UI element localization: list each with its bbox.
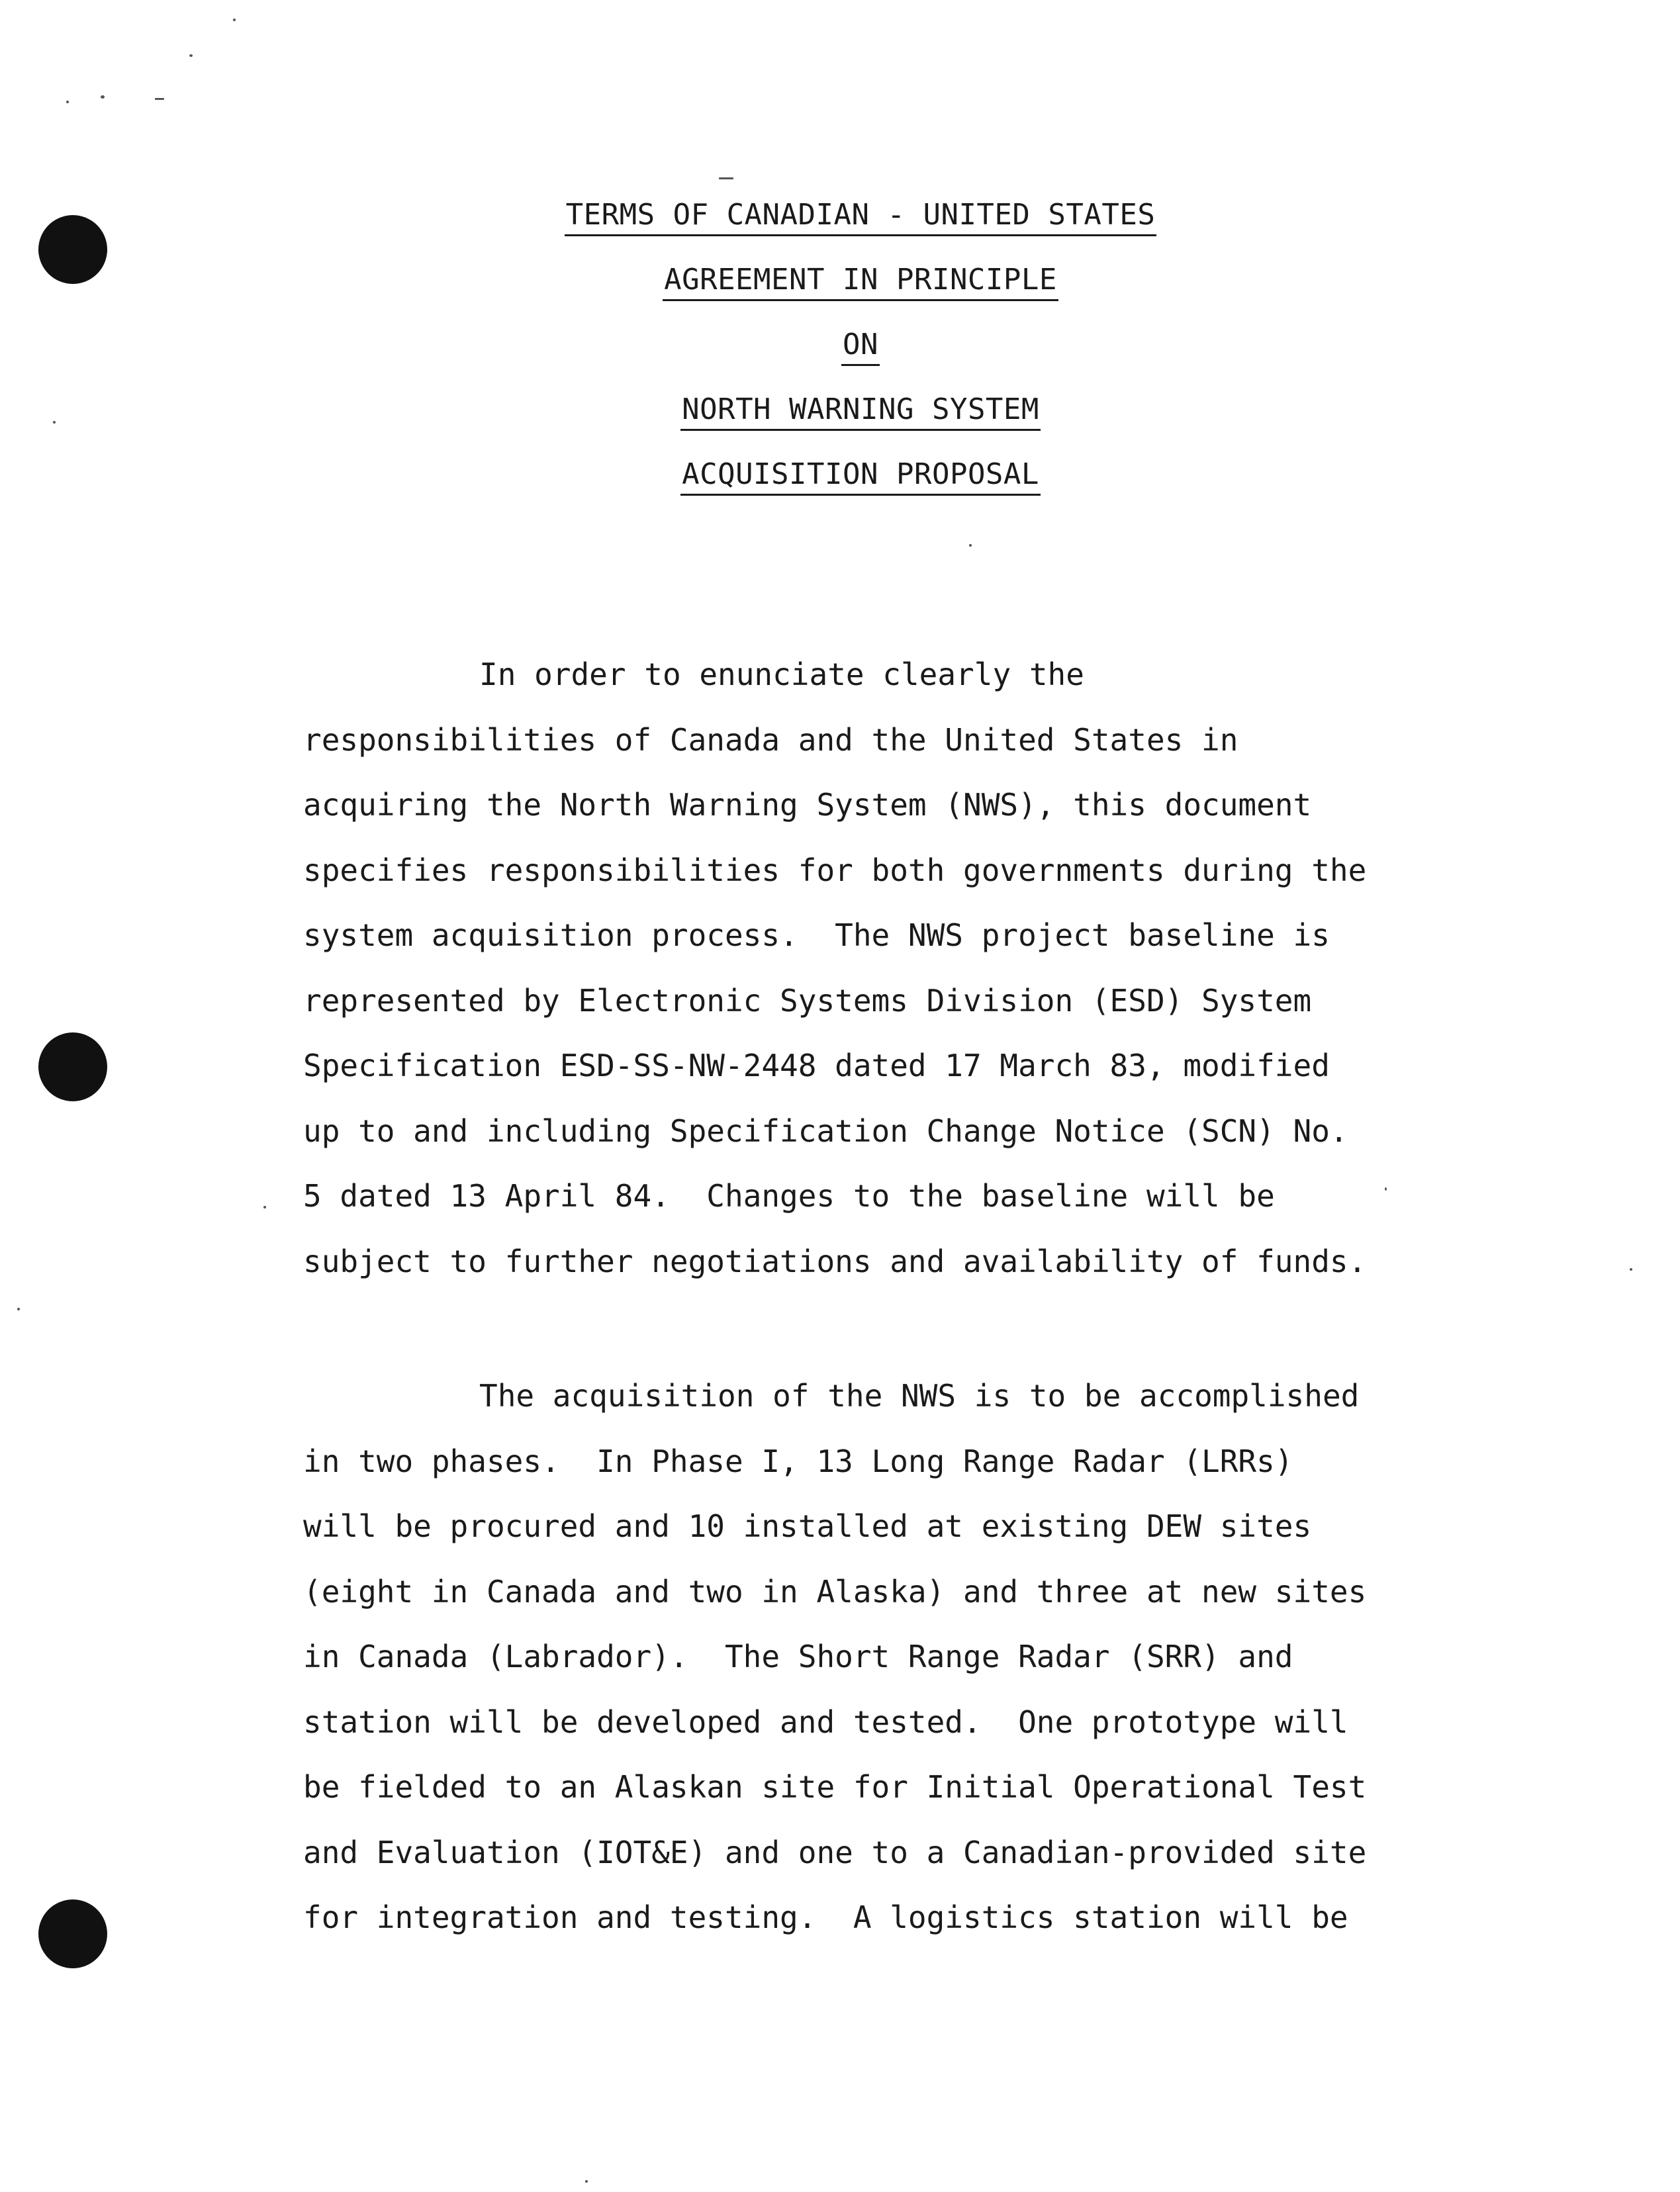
scan-speck (585, 2180, 588, 2183)
document-title (0, 192, 1680, 516)
text-line: in Canada (Labrador). The Short Range Radar (SRR) and (303, 1639, 1293, 1674)
text-line: in two phases. In Phase I, 13 Long Range Radar (LRRs) (303, 1443, 1293, 1479)
body-paragraph-1 (303, 642, 1455, 1294)
text-line: be fielded to an Alaskan site for Initial Operational Test (303, 1769, 1367, 1805)
title-line: NORTH WARNING SYSTEM (0, 387, 1680, 451)
body-paragraph-2 (303, 1363, 1455, 1950)
scan-speck (969, 544, 972, 547)
text-line: responsibilities of Canada and the United States in (303, 721, 1238, 758)
text-line: Specification ESD-SS-NW-2448 dated 17 March 83, modified (303, 1048, 1330, 1083)
scan-speck (263, 1206, 266, 1209)
text-line: and Evaluation (IOT&E) and one to a Canadian-provided site (303, 1834, 1367, 1870)
scan-speck (189, 54, 193, 57)
text-line: will be procured and 10 installed at existing DEW sites (303, 1508, 1312, 1544)
punch-hole (38, 1899, 107, 1968)
title-line: AGREEMENT IN PRINCIPLE (0, 257, 1680, 322)
text-line: system acquisition process. The NWS project baseline is (303, 917, 1330, 953)
text-line: represented by Electronic Systems Division (ESD) System (303, 982, 1312, 1019)
text-line: subject to further negotiations and availability of funds. (303, 1243, 1367, 1279)
text-line: The acquisition of the NWS is to be accomplished (479, 1378, 1360, 1414)
text-line: up to and including Specification Change Notice (SCN) No. (303, 1113, 1348, 1149)
title-line: TERMS OF CANADIAN - UNITED STATES (0, 192, 1680, 257)
text-line: acquiring the North Warning System (NWS), this document (303, 787, 1312, 823)
title-line: ON (0, 322, 1680, 387)
text-line: specifies responsibilities for both governments during the (303, 852, 1367, 888)
text-line: (eight in Canada and two in Alaska) and three at new sites (303, 1573, 1367, 1610)
text-line: for integration and testing. A logistics station will be (303, 1899, 1348, 1935)
scan-speck (719, 177, 733, 179)
scan-speck (155, 98, 164, 100)
scan-speck (233, 19, 236, 21)
scan-speck (66, 101, 69, 103)
text-line: 5 dated 13 April 84. Changes to the baseline will be (303, 1178, 1275, 1214)
punch-hole (38, 1032, 107, 1101)
title-line: ACQUISITION PROPOSAL (0, 451, 1680, 516)
text-line: station will be developed and tested. One prototype will (303, 1704, 1348, 1740)
scan-speck (101, 95, 105, 99)
scan-speck (17, 1308, 20, 1310)
text-line: In order to enunciate clearly the (479, 657, 1084, 692)
scan-speck (1630, 1268, 1632, 1271)
